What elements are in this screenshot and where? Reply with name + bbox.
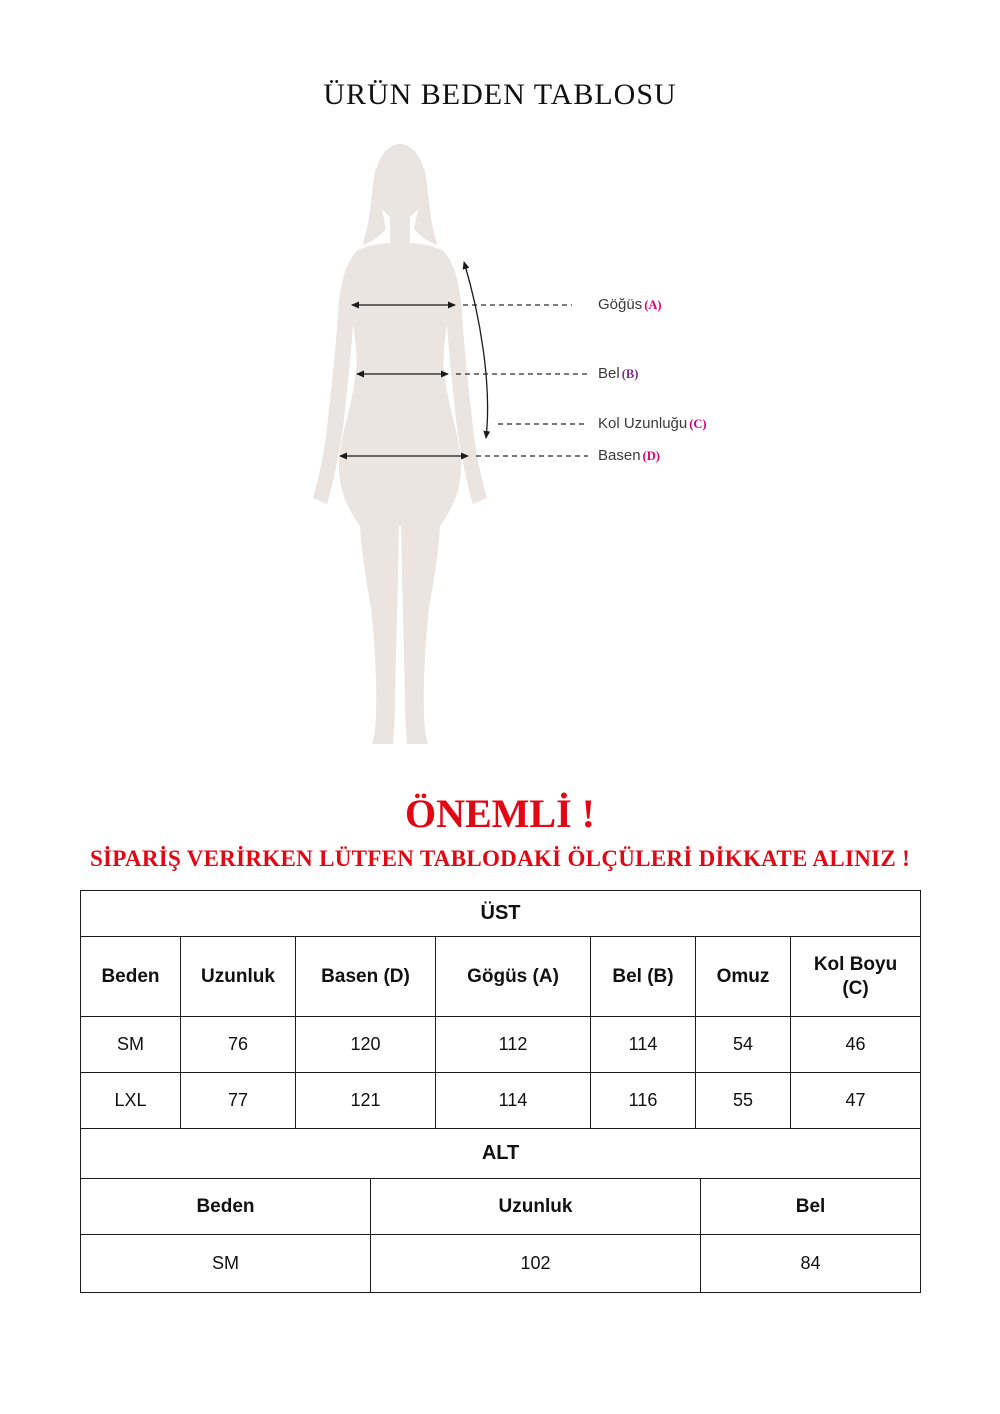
upper-row-sm [81,1017,921,1073]
warning-subheading: SİPARİŞ VERİRKEN LÜTFEN TABLODAKİ ÖLÇÜLERİ DİKKATE ALINIZ ! [89,846,911,871]
column-header-bel: Bel [701,1179,921,1235]
arm-length-label-letter: (C) [689,417,707,431]
size-cell: 77 [181,1073,296,1129]
upper-row-lxl [81,1073,921,1129]
size-cell: SM [81,1235,371,1293]
size-cell: 46 [791,1017,921,1073]
size-cell: 121 [296,1073,436,1129]
hip-label-letter: (D) [642,449,660,463]
size-cell: 47 [791,1073,921,1129]
lower-header-row [81,1179,921,1235]
column-header-beden: Beden [81,1179,371,1235]
size-tables [80,890,920,1293]
warning-heading: ÖNEMLİ ! [405,791,595,836]
size-cell: 114 [591,1017,696,1073]
size-cell: LXL [81,1073,181,1129]
column-header-kol-boyu: Kol Boyu (C) [791,937,921,1017]
hip-label-text: Basen [598,447,641,464]
size-cell: 76 [181,1017,296,1073]
column-header-bel: Bel (B) [591,937,696,1017]
arm-length-label [598,413,707,435]
waist-label-letter: (B) [621,367,639,381]
column-header-uzunluk: Uzunluk [371,1179,701,1235]
chest-label [598,294,662,316]
lower-section-row [81,1129,921,1179]
upper-size-table [80,890,921,1129]
size-cell: 55 [696,1073,791,1129]
upper-section-row [81,891,921,937]
size-cell: 84 [701,1235,921,1293]
arm-length-label-text: Kol Uzunluğu [598,415,688,432]
waist-label-text: Bel [598,365,620,382]
lower-size-table [80,1128,921,1293]
lower-section-label: ALT [81,1129,921,1179]
chest-label-letter: (A) [644,298,662,312]
size-cell: 116 [591,1073,696,1129]
size-cell: 120 [296,1017,436,1073]
lower-row-sm [81,1235,921,1293]
arm-length-arrow [464,262,488,438]
upper-section-label: ÜST [81,891,921,937]
measurement-arrows [0,135,1000,795]
size-cell: 112 [436,1017,591,1073]
column-header-uzunluk: Uzunluk [181,937,296,1017]
column-header-gogus: Gögüs (A) [436,937,591,1017]
chest-label-text: Göğüs [598,296,643,313]
hip-label [598,445,660,467]
measurement-diagram [0,135,1000,795]
page-title: ÜRÜN BEDEN TABLOSU [323,78,677,111]
column-header-omuz: Omuz [696,937,791,1017]
size-cell: 54 [696,1017,791,1073]
upper-header-row [81,937,921,1017]
column-header-basen: Basen (D) [296,937,436,1017]
column-header-beden: Beden [81,937,181,1017]
size-cell: 114 [436,1073,591,1129]
size-cell: 102 [371,1235,701,1293]
size-cell: SM [81,1017,181,1073]
waist-label [598,363,638,385]
